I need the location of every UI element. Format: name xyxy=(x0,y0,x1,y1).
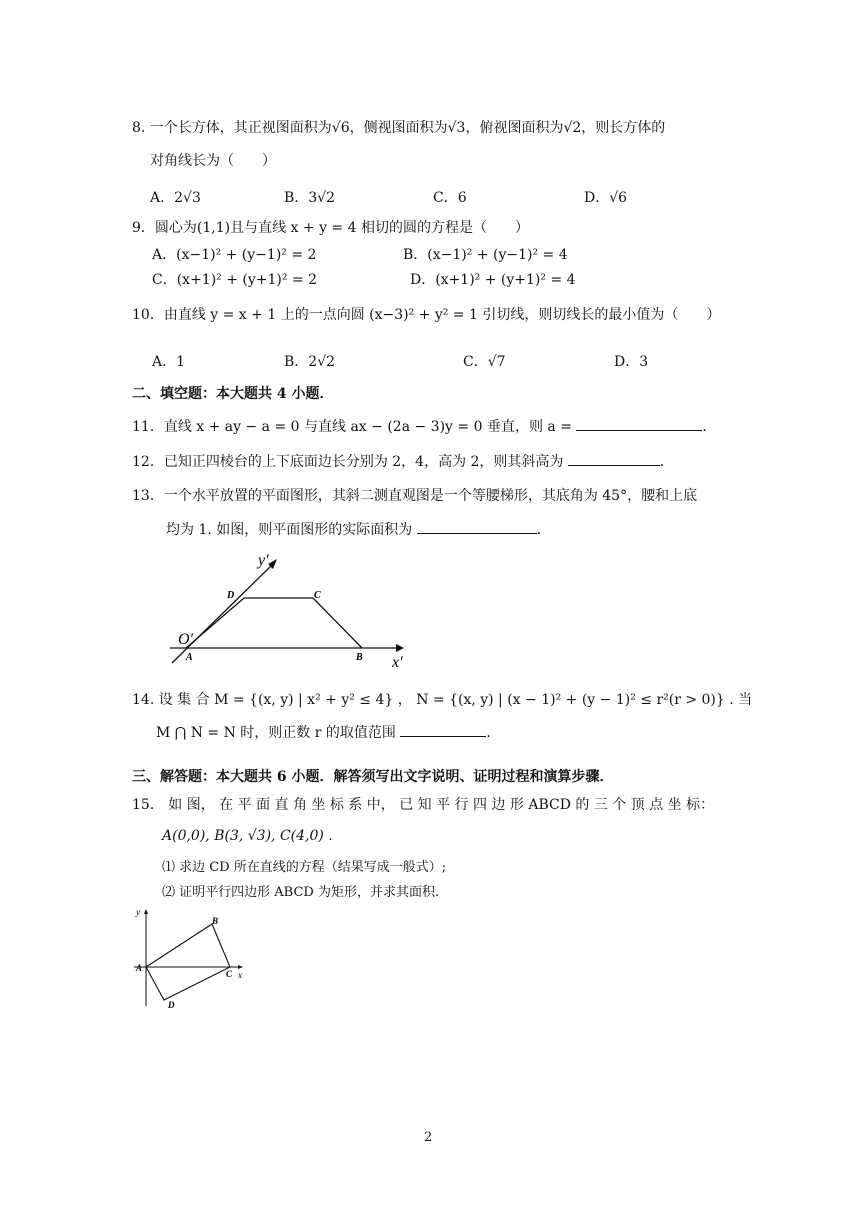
q12: 12．已知正四棱台的上下底面边长分别为 2，4，高为 2，则其斜高为 ． xyxy=(132,451,674,472)
q15-line2: A(0,0), B(3, √3), C(4,0) . xyxy=(162,828,333,844)
label-c: C xyxy=(314,590,321,601)
q15-part1: ⑴ 求边 CD 所在直线的方程（结果写成一般式）; xyxy=(162,860,447,875)
q12-text: 12．已知正四棱台的上下底面边长分别为 2，4，高为 2，则其斜高为 xyxy=(132,454,564,470)
q10-option-b: B．2√2 xyxy=(284,354,336,370)
x-axis-arrow xyxy=(396,644,404,652)
q10-stem: 10．由直线 y = x + 1 上的一点向圆 (x−3)² + y² = 1 引切线，则切线长的最小值为（ ） xyxy=(132,307,721,323)
q9-option-b: B．(x−1)² + (y−1)² = 4 xyxy=(403,247,568,263)
q9-option-d: D．(x+1)² + (y+1)² = 4 xyxy=(410,272,576,288)
label-b: B xyxy=(212,916,219,926)
y-axis-arrow xyxy=(144,909,148,914)
label-x: x xyxy=(238,970,242,980)
label-y-prime: y′ xyxy=(258,552,269,569)
q14-answer-blank[interactable] xyxy=(400,722,486,737)
section-2-heading: 二、填空题：本大题共 4 小题． xyxy=(132,386,334,402)
q13-line1: 13．一个水平放置的平面图形，其斜二测直观图是一个等腰梯形，其底角为 45°，腰和上底 xyxy=(132,488,698,504)
label-y: y xyxy=(136,907,140,917)
q13-line2: 均为 1. 如图，则平面图形的实际面积为 ． xyxy=(166,519,551,540)
q8-option-b: B．3√2 xyxy=(284,190,336,206)
q9-option-c: C．(x+1)² + (y+1)² = 2 xyxy=(152,272,318,288)
q8-option-d: D．√6 xyxy=(584,190,628,206)
label-x-prime: x′ xyxy=(392,654,403,671)
page-number: 2 xyxy=(424,1130,433,1145)
label-d: D xyxy=(227,590,235,601)
q13-answer-blank[interactable] xyxy=(417,519,537,534)
section-3-heading: 三、解答题：本大题共 6 小题．解答须写出文字说明、证明过程和演算步骤． xyxy=(132,769,614,785)
label-b: B xyxy=(356,652,363,663)
label-d: D xyxy=(168,1000,175,1010)
q14-line1: 14. 设 集 合 M = {(x, y) | x² + y² ≤ 4} ， N = {(x, y) | (x − 1)² + (y − 1)² ≤ r²(r > 0)} . 当 xyxy=(132,692,753,708)
q11: 11．直线 x + ay − a = 0 与直线 ax − (2a − 3)y = 0 垂直，则 a = ． xyxy=(132,416,716,437)
q14-text: M ⋂ N = N 时，则正数 r 的取值范围 xyxy=(156,725,396,741)
q10-option-c: C．√7 xyxy=(463,354,506,370)
q13-figure xyxy=(160,545,420,675)
q9-stem: 9．圆心为(1,1)且与直线 x + y = 4 相切的圆的方程是（ ） xyxy=(132,220,529,236)
q10-option-a: A．1 xyxy=(152,354,186,370)
label-o-prime: O′ xyxy=(178,631,194,648)
q8-option-c: C．6 xyxy=(433,190,467,206)
q8-line1: 8. 一个长方体，其正视图面积为√6，侧视图面积为√3，俯视图面积为√2，则长方体的 xyxy=(132,120,666,136)
q12-answer-blank[interactable] xyxy=(568,451,660,466)
q13-text: 均为 1. 如图，则平面图形的实际面积为 xyxy=(166,522,413,538)
x-axis-arrow xyxy=(238,965,243,969)
label-a: A xyxy=(136,963,143,973)
q11-answer-blank[interactable] xyxy=(576,416,702,431)
label-a: A xyxy=(186,652,193,663)
q10-option-d: D．3 xyxy=(614,354,649,370)
q14-line2: M ⋂ N = N 时，则正数 r 的取值范围 ． xyxy=(156,722,500,743)
q8-line2: 对角线长为（ ） xyxy=(150,153,276,169)
q15-figure xyxy=(128,900,258,1010)
rectangle-abcd xyxy=(146,924,230,1000)
q11-text: 11．直线 x + ay − a = 0 与直线 ax − (2a − 3)y = 0 垂直，则 a = xyxy=(132,419,572,435)
label-c: C xyxy=(226,969,233,979)
q15-part2: ⑵ 证明平行四边形 ABCD 为矩形，并求其面积. xyxy=(162,885,440,900)
q15-line1: 15． 如 图， 在 平 面 直 角 坐 标 系 中， 已 知 平 行 四 边 形 ABCD 的 三 个 顶 点 坐 标： xyxy=(132,797,715,813)
q8-option-a: A．2√3 xyxy=(150,190,201,206)
q9-option-a: A．(x−1)² + (y−1)² = 2 xyxy=(152,247,317,263)
